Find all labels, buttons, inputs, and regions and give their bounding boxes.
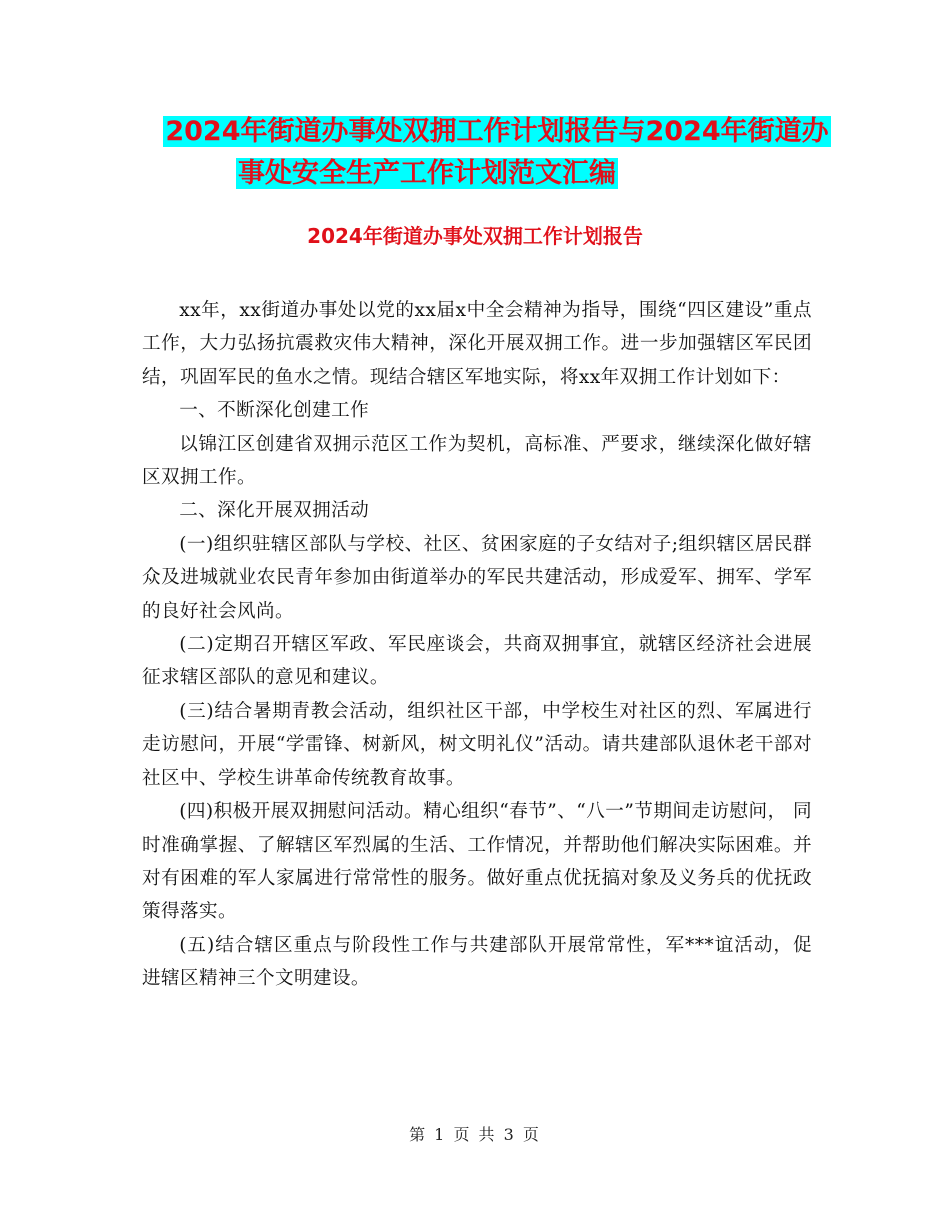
document-title-line-2-text: 事处安全生产工作计划范文汇编	[238, 158, 616, 189]
paragraph-item-2: (二)定期召开辖区军政、军民座谈会，共商双拥事宜，就辖区经济社会进展征求辖区部队的意见和建议。	[142, 634, 812, 689]
paragraph-item-5: (五)结合辖区重点与阶段性工作与共建部队开展常常性，军***谊活动，促进辖区精神三个文明建设。	[142, 934, 812, 990]
document-title-line-2	[0, 154, 902, 194]
heading-section-2: 二、深化开展双拥活动	[179, 500, 370, 522]
paragraph-item-1: (一)组织驻辖区部队与学校、社区、贫困家庭的子女结对子;组织辖区居民群众及进城就业农民青年参加由街道举办的军民共建活动，形成爱军、拥军、学军的良好社会风尚。	[142, 533, 812, 622]
heading-section-1: 一、不断深化创建工作	[179, 400, 370, 422]
paragraph-item-4: (四)积极开展双拥慰问活动。精心组织“春节”、“八一”节期间走访慰问， 同时准确掌握、了解辖区军烈属的生活、工作情况，并帮助他们解决实际困难。并对有困难的军人家属进行常常性的服务。做好重点优抚搞对象及义务兵的优抚政策得落实。	[142, 801, 812, 923]
paragraph-intro: xx年，xx街道办事处以党的xx届x中全会精神为指导，围绕“四区建设”重点工作，大力弘扬抗震救灾伟大精神，深化开展双拥工作。进一步加强辖区军民团结，巩固军民的鱼水之情。现结合辖区军地实际，将xx年双拥工作计划如下：	[142, 300, 812, 388]
document-body	[142, 294, 812, 996]
document-title-line-1-text: 2024年街道办事处双拥工作计划报告与2024年街道办	[165, 116, 829, 147]
document-title-line-1	[22, 112, 950, 152]
page-number-footer: 第 1 页 共 3 页	[409, 1125, 541, 1144]
paragraph-item-3: (三)结合暑期青教会活动，组织社区干部，中学校生对社区的烈、军属进行走访慰问，开展“学雷锋、树新风，树文明礼仪”活动。请共建部队退休老干部对社区中、学校生讲革命传统教育故事。	[142, 700, 812, 789]
section-subtitle: 2024年街道办事处双拥工作计划报告	[307, 224, 643, 248]
paragraph-section-1: 以锦江区创建省双拥示范区工作为契机，高标准、严要求，继续深化做好辖区双拥工作。	[142, 433, 812, 489]
